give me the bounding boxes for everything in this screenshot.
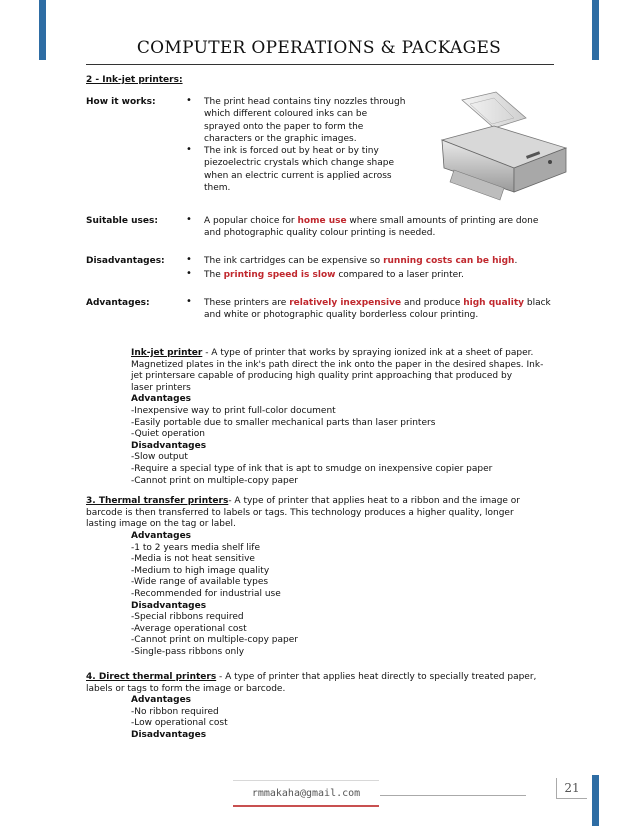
how-it-works-label: How it works: [86, 97, 156, 107]
list-item: -Media is not heat sensitive [131, 554, 255, 565]
footer-rule [380, 795, 526, 796]
disadvantages-label: Disadvantages: [86, 256, 165, 266]
inkjet-printer-image [434, 88, 570, 206]
how-bullet-1: The print head contains tiny nozzles through which different coloured inks can be sprayed onto the paper to form the characters or the graphic images. [204, 97, 406, 145]
direct-thermal-lists [131, 695, 228, 741]
how-bullet-2: The ink is forced out by heat or by tiny piezoelectric crystals which change shape when an electric current is applied across them. [204, 146, 395, 194]
inkjet-term: Ink-jet printer [131, 348, 203, 358]
direct-dis-heading: Disadvantages [131, 729, 207, 740]
bullet-icon: • [186, 296, 192, 307]
bullet-icon: • [186, 254, 192, 265]
suitable-uses-text: A popular choice for home use where small amounts of printing are done and photographic quality colour printing is needed. [204, 216, 539, 239]
list-item: -Quiet operation [131, 429, 206, 440]
list-item: -Easily portable due to smaller mechanical parts than laser printers [131, 417, 436, 428]
thermal-dis-heading: Disadvantages [131, 600, 207, 611]
thermal-adv-heading: Advantages [131, 531, 192, 541]
list-item: -Inexpensive way to print full-color document [131, 405, 336, 416]
list-item: -Cannot print on multiple-copy paper [131, 475, 298, 486]
list-item: -Slow output [131, 452, 188, 463]
list-item: -1 to 2 years media shelf life [131, 542, 261, 553]
bullet-icon: • [186, 214, 192, 225]
inkjet-definition-block: Ink-jet printer - A type of printer that works by spraying ionized ink at a sheet of paper. Magnetized plates in the ink's path direct the ink onto the paper in the desired shapes. Ink- jet printersare capable of producing high quality print approaching that produced by laser printers Advantages -Inexpensive way to print full-color document -Easily portable due to smaller mechanical parts than laser printers -Quiet operation Disadvantages -Slow output -Require a special type of ink that is apt to smudge on inexpensive copier paper -Cannot print on multiple-copy paper [131, 348, 544, 486]
list-item: -Average operational cost [131, 623, 247, 634]
direct-adv-heading: Advantages [131, 695, 192, 705]
section-heading-inkjet: 2 - Ink-jet printers: [86, 75, 183, 85]
inkjet-dis-heading: Disadvantages [131, 440, 207, 451]
thermal-term: 3. Thermal transfer printers [86, 496, 229, 506]
list-item: -No ribbon required [131, 706, 219, 717]
list-item: -Medium to high image quality [131, 565, 270, 576]
list-item: -Require a special type of ink that is apt to smudge on inexpensive copier paper [131, 463, 493, 474]
thermal-lists [131, 531, 298, 659]
list-item: -Cannot print on multiple-copy paper [131, 635, 298, 646]
list-item: -Recommended for industrial use [131, 588, 281, 599]
header-rule [86, 64, 554, 65]
list-item: -Special ribbons required [131, 612, 244, 623]
bullet-icon: • [186, 144, 192, 155]
page-number: 21 [556, 778, 587, 799]
inkjet-adv-heading: Advantages [131, 394, 192, 405]
bullet-icon: • [186, 95, 192, 106]
page-header-title: COMPUTER OPERATIONS & PACKAGES [136, 38, 502, 58]
disadvantage-2: The printing speed is slow compared to a laser printer. [204, 270, 464, 280]
list-item: -Wide range of available types [131, 577, 269, 588]
list-item: -Low operational cost [131, 718, 228, 729]
list-item: -Single-pass ribbons only [131, 646, 245, 657]
disadvantage-1: The ink cartridges can be expensive so running costs can be high. [204, 256, 518, 266]
suitable-uses-label: Suitable uses: [86, 216, 158, 226]
right-bottom-accent-bar [592, 775, 599, 826]
advantages-label: Advantages: [86, 298, 150, 308]
direct-thermal-definition: 4. Direct thermal printers - A type of printer that applies heat directly to specially treated paper, labels or tags to form the image or barcode. [86, 672, 537, 694]
bullet-icon: • [186, 268, 192, 279]
direct-thermal-term: 4. Direct thermal printers [86, 672, 217, 682]
footer-email: rmmakaha@gmail.com [233, 780, 379, 807]
advantages-text: These printers are relatively inexpensive and produce high quality black and white or photographic quality borderless colour printing. [204, 298, 551, 321]
thermal-definition: 3. Thermal transfer printers- A type of printer that applies heat to a ribbon and the image or barcode is then transferred to labels or tags. This technology produces a higher quality, longer lasting image on the tag or label. [86, 496, 521, 530]
